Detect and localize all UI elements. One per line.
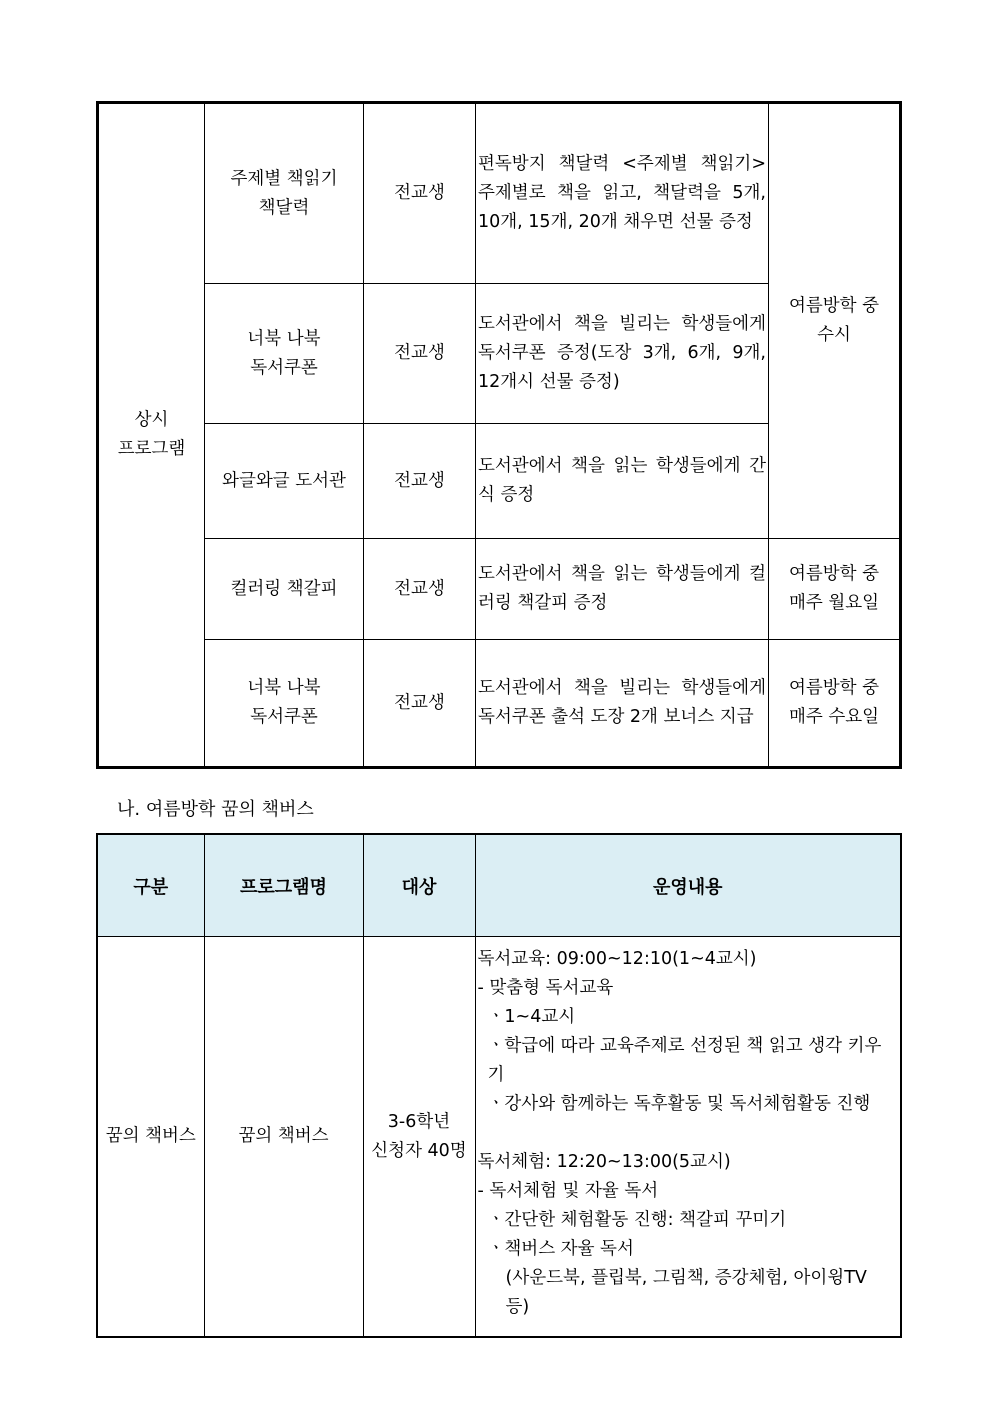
category-cell: 상시 프로그램 (98, 103, 205, 768)
header-content: 운영내용 (475, 834, 901, 937)
target-cell: 전교생 (364, 424, 476, 539)
program-name-cell: 너북 나북 독서쿠폰 (205, 284, 364, 424)
target-cell: 전교생 (364, 284, 476, 424)
program-name-cell: 주제별 책읽기 책달력 (205, 103, 364, 284)
content-cell: 도서관에서 책을 읽는 학생들에게 컬러링 책갈피 증정 (476, 539, 769, 640)
content-cell: 도서관에서 책을 빌리는 학생들에게 독서쿠폰 증정(도장 3개, 6개, 9개, 12개시 선물 증정) (476, 284, 769, 424)
program-name-cell: 너북 나북 독서쿠폰 (205, 640, 364, 768)
category-cell: 꿈의 책버스 (97, 937, 204, 1338)
program-name-cell: 와글와글 도서관 (205, 424, 364, 539)
program-name-cell: 꿈의 책버스 (204, 937, 363, 1338)
content-cell: 편독방지 책달력 <주제별 책읽기> 주제별로 책을 읽고, 책달력을 5개, 10개, 15개, 20개 채우면 선물 증정 (476, 103, 769, 284)
target-cell: 전교생 (364, 539, 476, 640)
header-program-name: 프로그램명 (204, 834, 363, 937)
content-cell: 도서관에서 책을 빌리는 학생들에게 독서쿠폰 출석 도장 2개 보너스 지급 (476, 640, 769, 768)
book-bus-table (96, 833, 902, 1338)
period-cell: 여름방학 중 수시 (769, 103, 901, 539)
target-cell: 3-6학년 신청자 40명 (363, 937, 475, 1338)
section-title: 나. 여름방학 꿈의 책버스 (117, 799, 314, 820)
period-cell: 여름방학 중 매주 수요일 (769, 640, 901, 768)
always-program-table (96, 101, 902, 769)
header-category: 구분 (97, 834, 204, 937)
target-cell: 전교생 (364, 103, 476, 284)
content-cell: 도서관에서 책을 읽는 학생들에게 간식 증정 (476, 424, 769, 539)
header-target: 대상 (363, 834, 475, 937)
period-cell: 여름방학 중 매주 월요일 (769, 539, 901, 640)
program-name-cell: 컬러링 책갈피 (205, 539, 364, 640)
content-cell: 독서교육: 09:00~12:10(1~4교시) - 맞춤형 독서교육 ㆍ1~4교시 ㆍ학급에 따라 교육주제로 선정된 책 읽고 생각 키우기 ㆍ강사와 함께하는 독후활동 및 독서체험활동 진행 독서체험: 12:20~13:00(5교시) - 독서체험 및 자율 독서 ㆍ간단한 체험활동 진행: 책갈피 꾸미기 ㆍ책버스 자율 독서 (사운드북, 플립북, 그림책, 증강체험, 아이윙TV 등) (475, 937, 901, 1338)
target-cell: 전교생 (364, 640, 476, 768)
